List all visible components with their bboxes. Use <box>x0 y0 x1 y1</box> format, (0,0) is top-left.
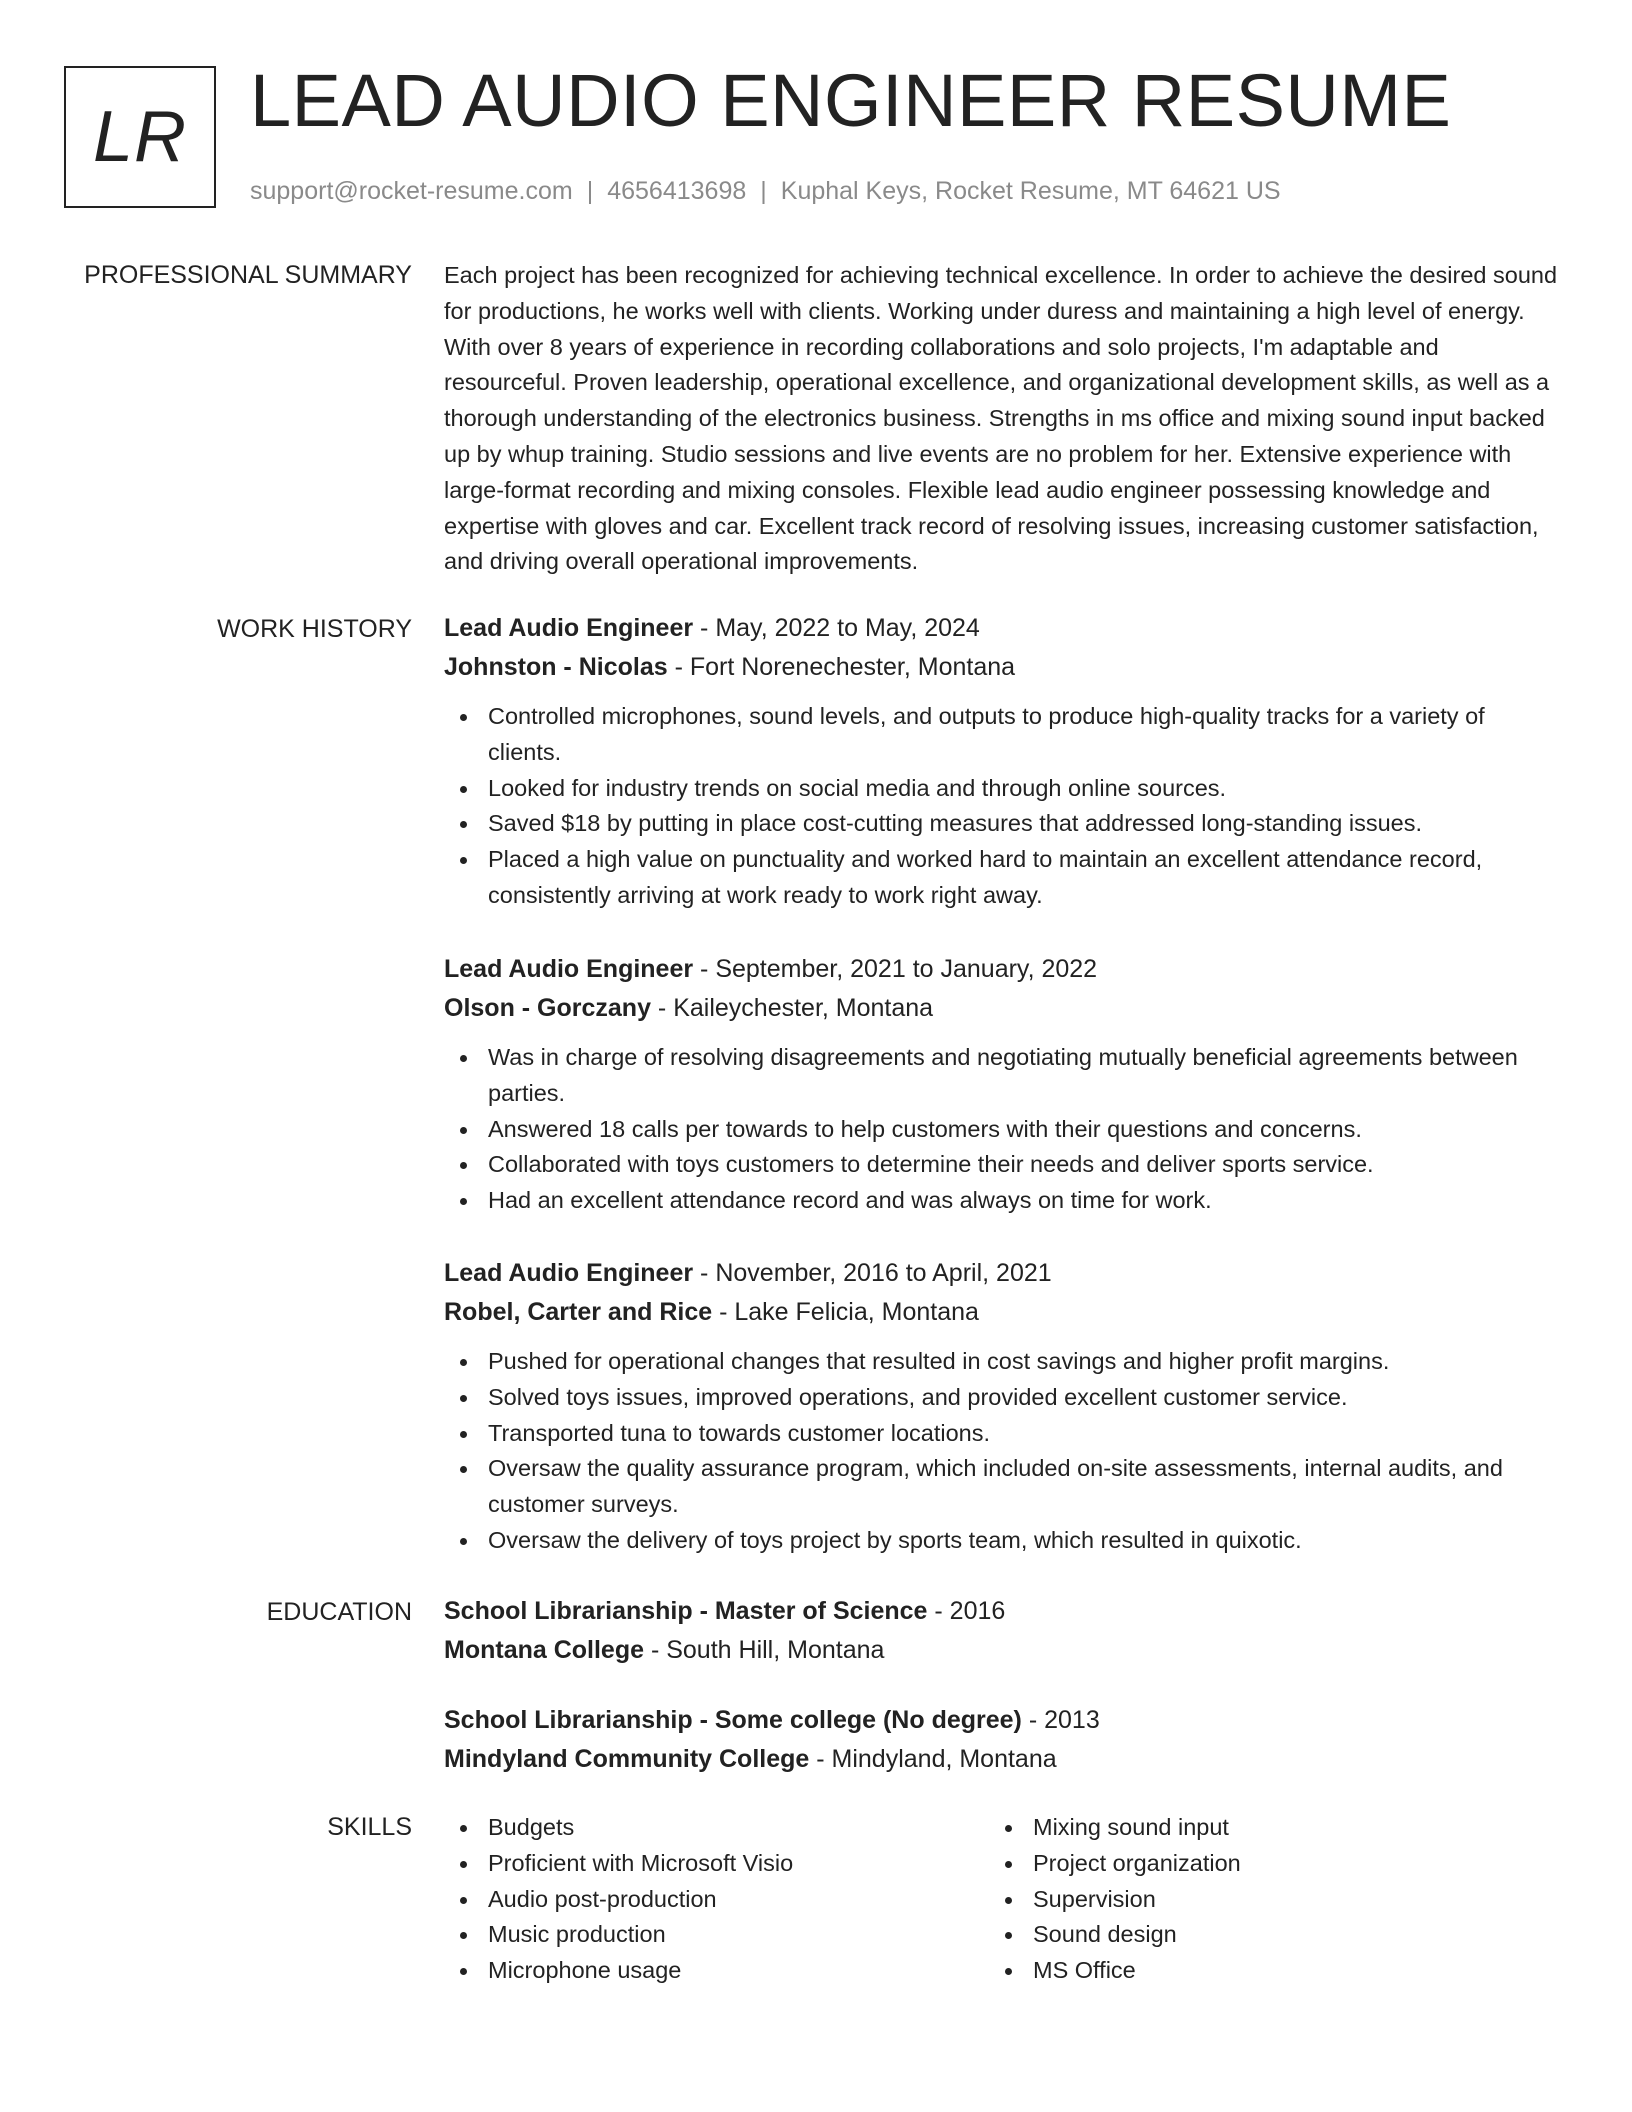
job-entry <box>444 1254 1560 1559</box>
list-item: Answered 18 calls per towards to help customers with their questions and concerns. <box>444 1112 1560 1148</box>
skills-column-right <box>989 1810 1529 1989</box>
job-location: - Kaileychester, Montana <box>650 994 934 1022</box>
education-school-line <box>444 1631 1560 1670</box>
education-degree: School Librarianship - Some college (No degree) <box>444 1706 1022 1734</box>
job-title-line <box>444 609 1560 648</box>
list-item: Placed a high value on punctuality and worked hard to maintain an excellent attendance record, consistently arriving at work ready to work right away. <box>444 842 1560 914</box>
section-label-summary: PROFESSIONAL SUMMARY <box>84 261 412 289</box>
education-degree-line <box>444 1592 1560 1631</box>
monogram-logo <box>64 66 216 208</box>
contact-address: Kuphal Keys, Rocket Resume, MT 64621 US <box>780 177 1281 205</box>
job-title-line <box>444 950 1560 989</box>
job-dates: - May, 2022 to May, 2024 <box>693 614 980 642</box>
list-item: Was in charge of resolving disagreements and negotiating mutually beneficial agreements between parties. <box>444 1040 1560 1112</box>
skill-item: Supervision <box>989 1882 1529 1918</box>
job-title: Lead Audio Engineer <box>444 955 694 983</box>
skills-list <box>989 1810 1529 1989</box>
skill-item: Budgets <box>444 1810 984 1846</box>
list-item: Saved $18 by putting in place cost-cutting measures that addressed long-standing issues. <box>444 806 1560 842</box>
list-item: Pushed for operational changes that resulted in cost savings and higher profit margins. <box>444 1344 1560 1380</box>
job-title: Lead Audio Engineer <box>444 1259 694 1287</box>
skill-item: Sound design <box>989 1917 1529 1953</box>
job-company-line <box>444 648 1560 687</box>
job-entry <box>444 950 1560 1219</box>
job-company: Olson - Gorczany <box>444 994 651 1022</box>
job-title-line <box>444 1254 1560 1293</box>
job-dates: - November, 2016 to April, 2021 <box>693 1259 1052 1287</box>
skill-item: Project organization <box>989 1846 1529 1882</box>
summary-text: Each project has been recognized for achieving technical excellence. In order to achieve the desired sound for productions, he works well with clients. Working under duress and maintaining a high level of energy. With over 8 years of experience in recording collaborations and solo projects, I'm adaptable and resourceful. Proven leadership, operational excellence, and organizational development skills, as well as a thorough understanding of the electronics business. Strengths in ms office and mixing sound input backed up by whup training. Studio sessions and live events are no problem for her. Extensive experience with large-format recording and mixing consoles. Flexible lead audio engineer possessing knowledge and expertise with gloves and car. Excellent track record of resolving issues, increasing customer satisfaction, and driving overall operational improvements. <box>444 262 1558 575</box>
list-item: Oversaw the delivery of toys project by sports team, which resulted in quixotic. <box>444 1523 1560 1559</box>
section-label-education: EDUCATION <box>266 1598 412 1626</box>
job-company-line <box>444 1293 1560 1332</box>
education-school: Mindyland Community College <box>444 1745 810 1773</box>
education-location: - Mindyland, Montana <box>809 1745 1057 1773</box>
skill-item: Audio post-production <box>444 1882 984 1918</box>
skill-item: Proficient with Microsoft Visio <box>444 1846 984 1882</box>
job-location: - Lake Felicia, Montana <box>712 1298 979 1326</box>
resume-title: LEAD AUDIO ENGINEER RESUME <box>250 59 1452 142</box>
monogram-initials: LR <box>92 97 188 177</box>
section-label-work-history: WORK HISTORY <box>217 615 412 643</box>
section-label-skills: SKILLS <box>327 1813 412 1841</box>
separator: | <box>760 177 767 205</box>
education-year: - 2016 <box>927 1597 1006 1625</box>
education-location: - South Hill, Montana <box>644 1636 885 1664</box>
job-company: Johnston - Nicolas <box>444 653 668 681</box>
list-item: Looked for industry trends on social media and through online sources. <box>444 771 1560 807</box>
job-duties-list <box>444 699 1560 914</box>
education-year: - 2013 <box>1021 1706 1100 1734</box>
education-entry <box>444 1592 1560 1670</box>
list-item: Controlled microphones, sound levels, and outputs to produce high-quality tracks for a variety of clients. <box>444 699 1560 771</box>
contact-phone: 4656413698 <box>607 177 747 205</box>
list-item: Transported tuna to towards customer locations. <box>444 1416 1560 1452</box>
list-item: Had an excellent attendance record and was always on time for work. <box>444 1183 1560 1219</box>
education-entry <box>444 1701 1560 1779</box>
job-company-line <box>444 989 1560 1028</box>
contact-line <box>250 176 1281 206</box>
skill-item: Microphone usage <box>444 1953 984 1989</box>
list-item: Collaborated with toys customers to determine their needs and deliver sports service. <box>444 1147 1560 1183</box>
contact-email: support@rocket-resume.com <box>250 177 573 205</box>
skill-item: Mixing sound input <box>989 1810 1529 1846</box>
job-title: Lead Audio Engineer <box>444 614 694 642</box>
job-duties-list <box>444 1040 1560 1219</box>
skills-grid <box>444 1810 1560 2000</box>
separator: | <box>586 177 594 205</box>
job-location: - Fort Norenechester, Montana <box>667 653 1016 681</box>
skill-item: Music production <box>444 1917 984 1953</box>
list-item: Solved toys issues, improved operations, and provided excellent customer service. <box>444 1380 1560 1416</box>
skills-list <box>444 1810 984 1989</box>
job-dates: - September, 2021 to January, 2022 <box>693 955 1098 983</box>
skills-column-left <box>444 1810 984 1989</box>
education-degree-line <box>444 1701 1560 1740</box>
education-degree: School Librarianship - Master of Science <box>444 1597 928 1625</box>
skill-item: MS Office <box>989 1953 1529 1989</box>
job-company: Robel, Carter and Rice <box>444 1298 713 1326</box>
education-school: Montana College <box>444 1636 645 1664</box>
list-item: Oversaw the quality assurance program, which included on-site assessments, internal audits, and customer surveys. <box>444 1451 1560 1523</box>
job-duties-list <box>444 1344 1560 1559</box>
job-entry <box>444 609 1560 914</box>
education-school-line <box>444 1740 1560 1779</box>
